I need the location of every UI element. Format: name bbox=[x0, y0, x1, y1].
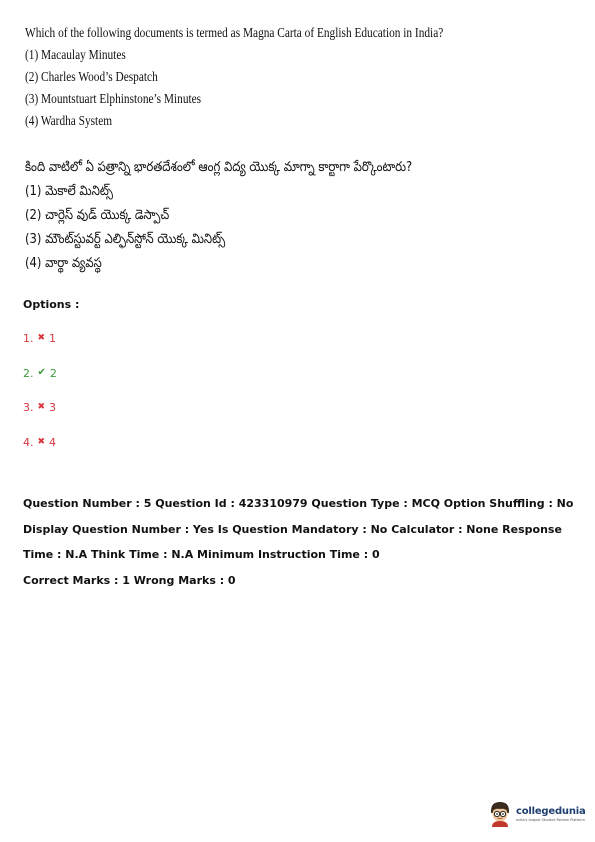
metadata-line: Question Number : 5 Question Id : 423310979 Question Type : MCQ Option Shuffling : No Display Question Number : Yes Is Question Mandatory : No Calculator : None Response Time : N.A Think Time : N.A Minimum Instruction Time : 0 bbox=[23, 497, 574, 561]
option-value: 4 bbox=[49, 435, 57, 449]
choice-en-4: (4) Wardha System bbox=[25, 113, 113, 128]
question-metadata bbox=[23, 491, 583, 593]
options-list bbox=[23, 332, 57, 470]
option-number: 2. bbox=[23, 366, 34, 380]
option-3 bbox=[23, 401, 57, 436]
options-title: Options : bbox=[23, 298, 80, 311]
choice-te-3: (3) మౌంట్‌స్టువర్ట్ ఎల్ఫిన్‌స్టోన్ యొక్క మినిట్స్ bbox=[25, 231, 226, 247]
choice-en-2: (2) Charles Wood’s Despatch bbox=[25, 69, 158, 84]
marks-line: Correct Marks : 1 Wrong Marks : 0 bbox=[23, 573, 236, 587]
mascot-icon bbox=[487, 800, 513, 828]
choice-te-1: (1) మెకాలే మినిట్స్ bbox=[25, 183, 114, 199]
question-stem-en: Which of the following documents is termed as Magna Carta of English Education in India? bbox=[25, 25, 444, 40]
question-telugu bbox=[25, 155, 412, 275]
option-value: 2 bbox=[49, 366, 57, 380]
option-1 bbox=[23, 332, 57, 367]
question-stem-te: కింది వాటిలో ఏ పత్రాన్ని భారతదేశంలో ఆంగ్ల విద్య యొక్క మాగ్నా కార్టాగా పేర్కొంటారు? bbox=[25, 159, 413, 175]
option-number: 4. bbox=[23, 435, 34, 449]
option-number: 1. bbox=[23, 332, 34, 345]
choice-en-1: (1) Macaulay Minutes bbox=[25, 47, 126, 62]
check-icon: ✔ bbox=[37, 366, 46, 378]
option-value: 1 bbox=[49, 332, 57, 345]
option-value: 3 bbox=[49, 401, 57, 414]
choice-te-2: (2) చార్లెస్ వుడ్ యొక్క డెస్పాచ్ bbox=[25, 207, 170, 223]
choice-en-3: (3) Mountstuart Elphinstone’s Minutes bbox=[25, 91, 202, 106]
cross-icon: ✖ bbox=[37, 333, 46, 343]
logo-tagline: India's largest Student Review Platform bbox=[516, 818, 585, 822]
cross-icon: ✖ bbox=[37, 436, 46, 447]
option-number: 3. bbox=[23, 401, 34, 414]
cross-icon: ✖ bbox=[37, 402, 46, 412]
logo-name: collegedunia bbox=[516, 806, 586, 817]
question-english bbox=[25, 22, 443, 132]
option-2 bbox=[23, 367, 57, 402]
collegedunia-logo bbox=[487, 800, 586, 828]
choice-te-4: (4) వార్థా వ్యవస్థ bbox=[25, 255, 102, 271]
option-4 bbox=[23, 436, 57, 471]
